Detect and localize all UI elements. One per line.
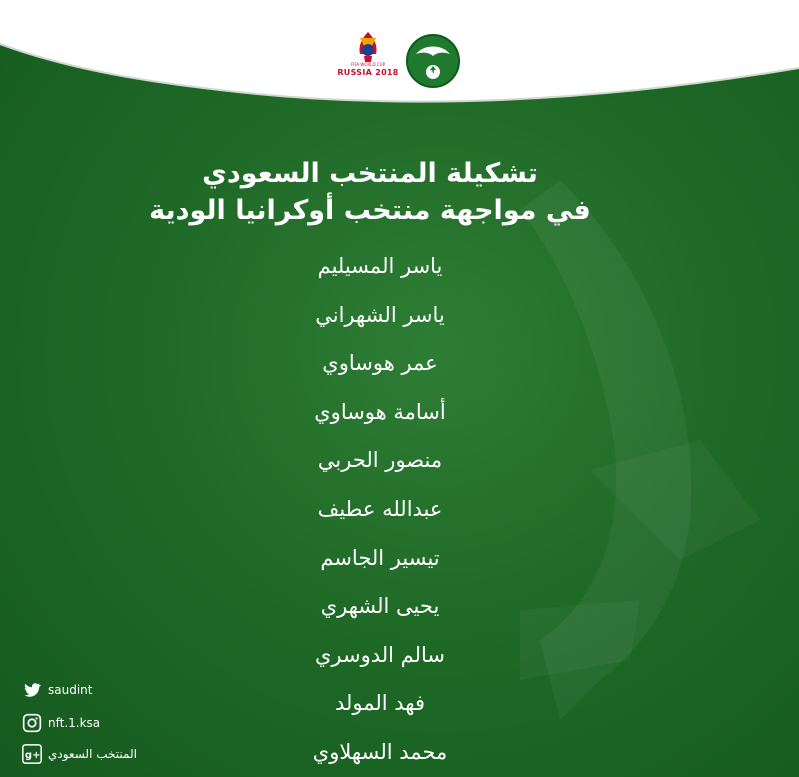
players-list (230, 250, 530, 777)
player-name: ياسر المسيليم (317, 254, 443, 278)
player-name: أسامة هوساوي (314, 399, 446, 424)
svg-text:g+: g+ (24, 750, 41, 762)
world-cup-logo-top-text: FIFA WORLD CUP (350, 62, 386, 67)
instagram-handle: nft.1.ksa (48, 716, 101, 730)
saudi-federation-logo-icon (402, 30, 464, 92)
twitter-icon (22, 680, 42, 700)
instagram-icon (22, 713, 42, 733)
twitter-handle: saudint (48, 683, 93, 697)
google-plus-icon (22, 744, 42, 764)
social-instagram (22, 713, 100, 733)
player-name: فهد المولد (334, 691, 426, 716)
world-cup-logo-icon (338, 28, 398, 92)
player-name: محمد السهلاوي (312, 739, 448, 764)
title-line-2: في مواجهة منتخب أوكرانيا الودية (149, 195, 591, 226)
googleplus-name: المنتخب السعودي (48, 747, 137, 761)
player-name: عبدالله عطيف (317, 496, 443, 521)
player-name: ياسر الشهراني (315, 302, 445, 327)
social-googleplus (22, 744, 137, 764)
player-name: سالم الدوسري (314, 642, 446, 667)
world-cup-logo-text: RUSSIA 2018 (337, 68, 399, 77)
player-name: عمر هوساوي (322, 351, 438, 376)
social-twitter (22, 680, 92, 700)
title-line-1: تشكيلة المنتخب السعودي (202, 158, 538, 189)
player-name: منصور الحربي (317, 448, 443, 473)
player-name: يحيى الشهري (320, 594, 440, 619)
player-name: تيسير الجاسم (320, 545, 440, 570)
saudi-federation-logo-text: SAFF (425, 70, 441, 76)
